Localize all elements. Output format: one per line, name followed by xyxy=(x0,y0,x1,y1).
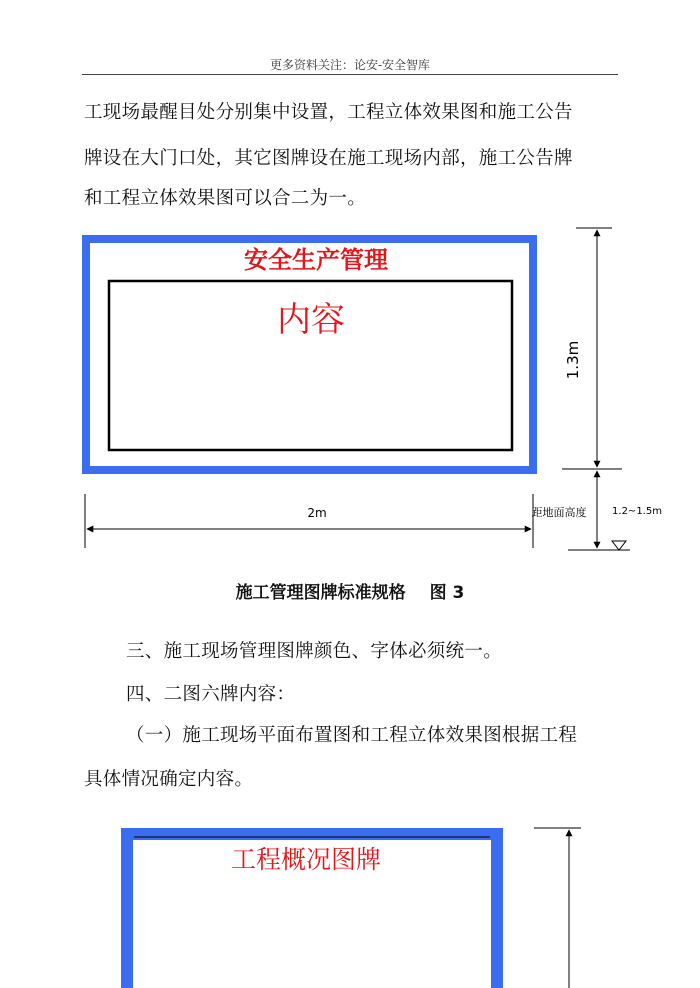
ground-label: 距地面高度 xyxy=(531,506,587,519)
board-content-box xyxy=(109,281,512,450)
board-frame xyxy=(86,239,533,470)
board-title: 安全生产管理 xyxy=(244,246,388,274)
body-line-3: （一）施工现场平面布置图和工程立体效果图根据工程 xyxy=(126,725,578,746)
board-title-2: 工程概况图牌 xyxy=(230,845,382,874)
body-line-1: 三、施工现场管理图牌颜色、字体必须统一。 xyxy=(126,641,503,662)
figure-caption xyxy=(0,578,700,603)
board-content: 内容 xyxy=(277,300,345,340)
body-line-4: 具体情况确定内容。 xyxy=(84,769,254,790)
caption-text: 施工管理图牌标准规格 xyxy=(235,583,406,603)
body-line-2: 四、二图六牌内容： xyxy=(126,684,296,705)
ground-symbol xyxy=(612,541,626,550)
page-header: 更多资料关注：论安-安全智库 xyxy=(269,58,431,72)
intro-line-1: 工现场最醒目处分别集中设置，工程立体效果图和施工公告 xyxy=(84,102,573,123)
ground-value: 1.2~1.5m xyxy=(612,506,662,517)
caption-figure-label: 图 3 xyxy=(429,583,465,603)
height-label: 1.3m xyxy=(564,340,582,380)
header-divider xyxy=(82,74,618,75)
width-label: 2m xyxy=(307,506,327,520)
board-frame-2 xyxy=(127,834,497,988)
intro-line-2: 牌设在大门口处，其它图牌设在施工现场内部，施工公告牌 xyxy=(84,148,573,169)
intro-line-3: 和工程立体效果图可以合二为一。 xyxy=(84,188,367,209)
